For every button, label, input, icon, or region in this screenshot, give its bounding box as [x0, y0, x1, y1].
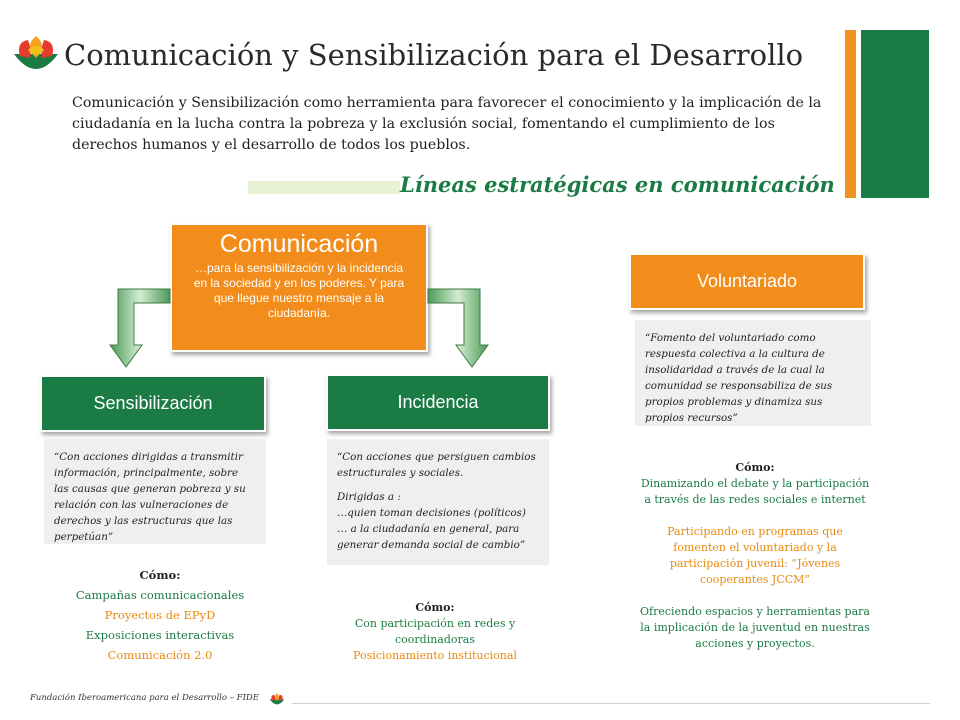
como-item: Posicionamiento institucional [353, 649, 517, 662]
section-title: Líneas estratégicas en comunicación [400, 172, 835, 197]
sensibilizacion-box: Sensibilización [40, 375, 266, 432]
como-title: Cómo: [735, 461, 775, 474]
como-item: Dinamizando el debate y la participación a través de las redes sociales e internet [640, 477, 870, 506]
voluntariado-quote: “Fomento del voluntariado como respuesta colectiva a la cultura de insolidaridad a través de la cual la comunidad se responsabiliza de sus propios problemas y dinamiza sus propios recursos” [635, 320, 871, 426]
comunicacion-subtitle: …para la sensibilización y la incidencia en la sociedad y en los poderes. Y para que llegue nuestro mensaje a la ciudadanía. [193, 261, 405, 320]
intro-paragraph: Comunicación y Sensibilización como herramienta para favorecer el conocimiento y la implicación de la ciudadanía en la lucha contra la pobreza y la exclusión social, fomentando el cumplimiento de los derechos humanos y el desarrollo de todos los pueblos. [72, 95, 822, 153]
comunicacion-box [170, 223, 428, 352]
como-item: Con participación en redes y coordinadoras [354, 617, 516, 646]
logo-flower-icon [10, 32, 62, 80]
voluntariado-como [640, 460, 870, 652]
down-arrow-icon [108, 285, 174, 371]
como-title: Cómo: [139, 568, 181, 582]
como-item: Comunicación 2.0 [107, 648, 213, 662]
como-title: Cómo: [415, 601, 455, 614]
como-item: Ofreciendo espacios y herramientas para la implicación de la juventud en nuestras acciones y proyectos. [640, 605, 870, 650]
incidencia-como [335, 600, 535, 664]
incidencia-box: Incidencia [326, 374, 550, 431]
quote-line: Dirigidas a : [337, 491, 401, 503]
como-item: Proyectos de EPyD [104, 608, 216, 622]
como-item: Exposiciones interactivas [85, 628, 235, 642]
logo-flower-icon [268, 692, 286, 708]
down-arrow-icon [424, 285, 490, 371]
section-strip [248, 181, 400, 194]
voluntariado-box: Voluntariado [629, 253, 865, 310]
quote-line: “Con acciones que persiguen cambios estructurales y sociales. [337, 451, 536, 479]
sensibilizacion-como [60, 565, 260, 665]
sensibilizacion-quote: “Con acciones dirigidas a transmitir información, principalmente, sobre las causas que generan pobreza y su relación con las vulneraciones de derechos y las estructuras que las perpetúan” [44, 439, 266, 544]
footer-text: Fundación Iberoamericana para el Desarrollo – FIDE [30, 693, 259, 703]
quote-line: …quien toman decisiones (políticos) … a la ciudadanía en general, para generar demanda social de cambio” [337, 507, 526, 551]
orange-accent-bar [845, 30, 856, 198]
como-item: Campañas comunicacionales [75, 588, 245, 602]
green-accent-bar [861, 30, 929, 198]
comunicacion-title: Comunicación [219, 230, 379, 258]
incidencia-quote [327, 439, 549, 565]
como-item: Participando en programas que fomenten el voluntariado y la participación juvenil: “Jóvenes cooperantes JCCM” [667, 525, 843, 586]
page-title: Comunicación y Sensibilización para el Desarrollo [64, 38, 804, 72]
footer-divider [292, 703, 930, 704]
